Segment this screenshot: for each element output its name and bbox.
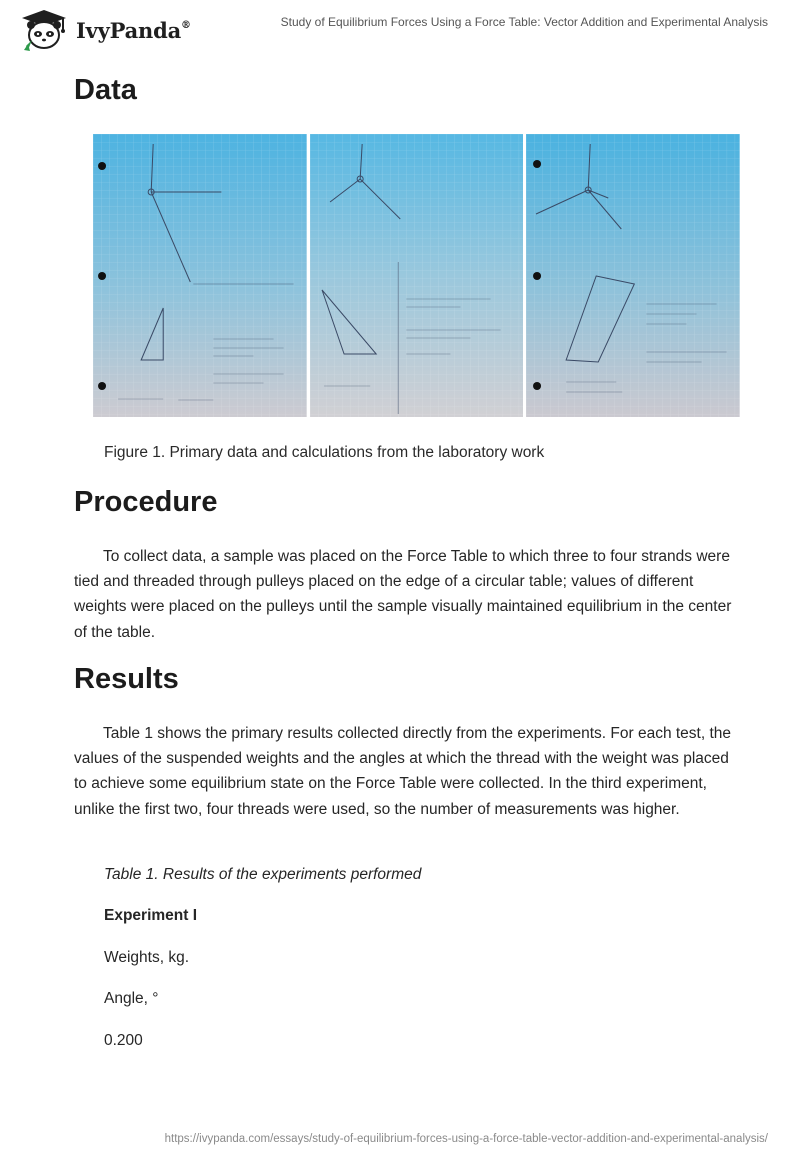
figure-lab-notes (93, 134, 740, 417)
notebook-photo-2 (310, 134, 524, 417)
section-heading-results: Results (74, 663, 179, 695)
panda-graduate-icon (14, 8, 74, 52)
results-paragraph: Table 1 shows the primary results collected directly from the experiments. For each test, the values of the suspended weights and the angles at which the thread with the weight was placed to achieve some equilibrium state on the Force Table were collected. In the third experiment, unlike the first two, four threads were used, so the number of measurements was higher. (74, 725, 732, 818)
footer-source-link[interactable]: https://ivypanda.com/essays/study-of-equilibrium-forces-using-a-force-table-vector-addition-and-experimental-analysis/ (164, 1133, 768, 1145)
page-header (0, 0, 800, 60)
section-heading-data: Data (74, 74, 137, 106)
column-header-weights: Weights, kg. (104, 949, 190, 966)
notebook-photo-1 (93, 134, 307, 417)
experiment-label: Experiment I (104, 907, 198, 924)
procedure-paragraph: To collect data, a sample was placed on the Force Table to which three to four strands were tied and threaded through pulleys placed on the edge of a circular table; values of different weights were placed on the pulleys until the sample visually maintained equilibrium in the center of the table. (74, 548, 732, 641)
brand-name: IvyPanda® (76, 17, 191, 43)
notebook-photo-3 (526, 134, 740, 417)
document-title: Study of Equilibrium Forces Using a Force Table: Vector Addition and Experimental Analysis (280, 15, 768, 29)
column-header-angle: Angle, ° (104, 990, 159, 1007)
table-cell-value: 0.200 (104, 1032, 143, 1049)
figure-caption: Figure 1. Primary data and calculations from the laboratory work (104, 444, 545, 461)
section-heading-procedure: Procedure (74, 486, 218, 518)
brand-logo[interactable] (14, 8, 191, 52)
table-caption: Table 1. Results of the experiments performed (104, 866, 422, 883)
